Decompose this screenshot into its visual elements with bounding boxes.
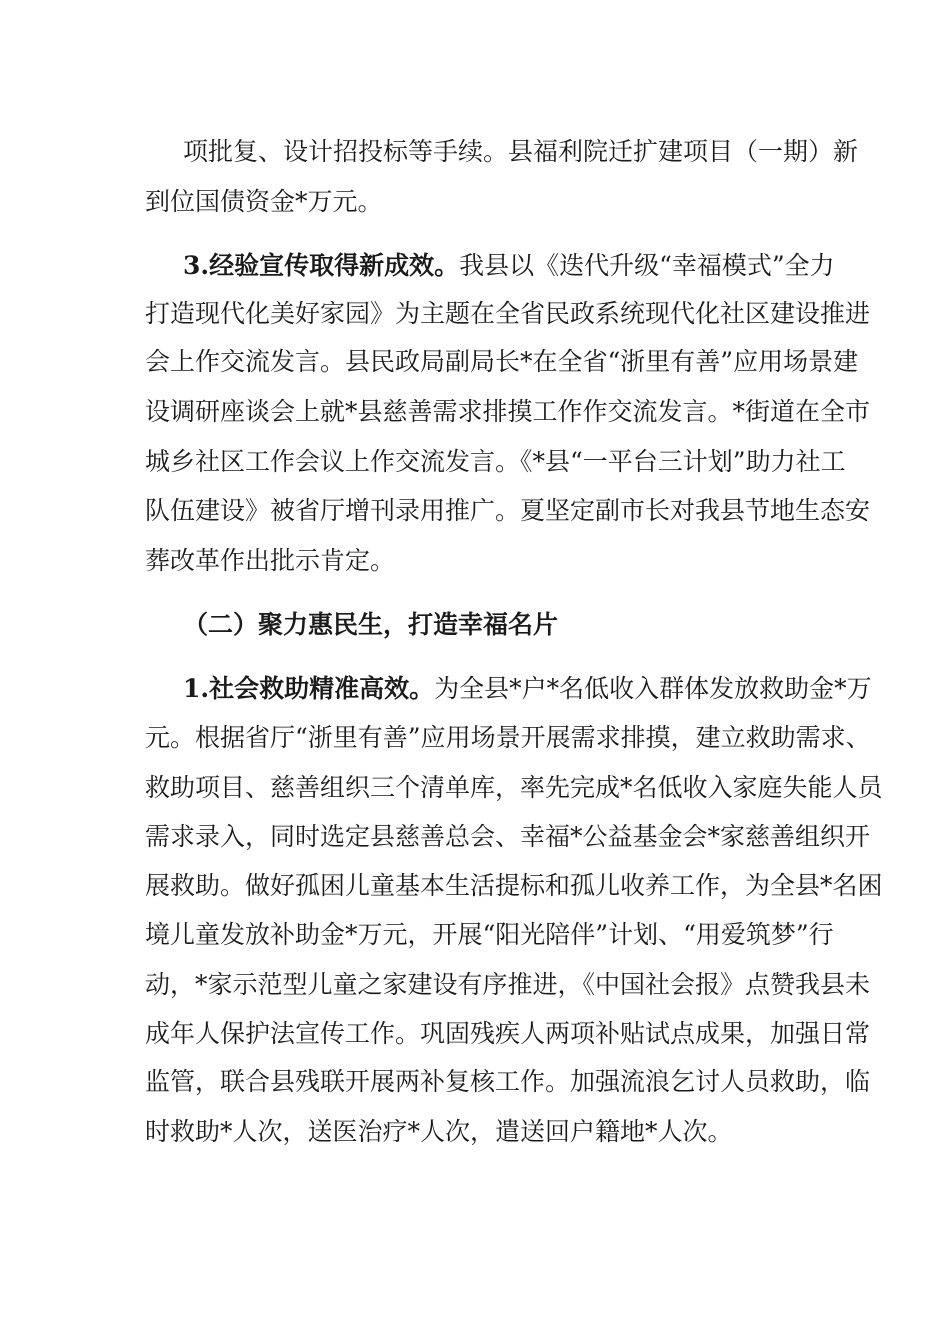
- paragraph-line: 到位国债资金*万元。: [145, 187, 383, 216]
- paragraph-line: 救助项目、慈善组织三个清单库，率先完成*名低收入家庭失能人员: [145, 773, 883, 802]
- paragraph-line: 打造现代化美好家园》为主题在全省民政系统现代化社区建设推进: [145, 299, 871, 328]
- paragraph-line: 队伍建设》被省厅增刊录用推广。夏坚定副市长对我县节地生态安: [145, 496, 871, 525]
- paragraph-line: 城乡社区工作会议上作交流发言。《*县“一平台三计划”助力社工: [145, 447, 846, 476]
- paragraph-heading: 1.社会救助精准高效。: [183, 674, 435, 703]
- section-heading: （二）聚力惠民生，打造幸福名片: [183, 610, 559, 639]
- paragraph-first-line: [183, 667, 872, 711]
- paragraph-text: 为全县*户*名低收入群体发放救助金*万: [434, 674, 872, 703]
- paragraph-line: 境儿童发放补助金*万元，开展“阳光陪伴”计划、“用爱筑梦”行: [145, 920, 834, 949]
- paragraph-line: 监管，联合县残联开展两补复核工作。加强流浪乞讨人员救助，临: [145, 1067, 871, 1096]
- paragraph-line: 葬改革作出批示肯定。: [145, 546, 396, 575]
- paragraph-first-line: [183, 244, 835, 288]
- paragraph-line: 时救助*人次，送医治疗*人次，遣送回户籍地*人次。: [145, 1117, 733, 1146]
- paragraph-line: 展救助。做好孤困儿童基本生活提标和孤儿收养工作，为全县*名困: [145, 871, 883, 900]
- paragraph-heading: 3.经验宣传取得新成效。: [183, 251, 460, 280]
- paragraph-line: 需求录入，同时选定县慈善总会、幸福*公益基金会*家慈善组织开: [145, 822, 871, 851]
- paragraph-line: 动，*家示范型儿童之家建设有序推进，《中国社会报》点赞我县未: [145, 970, 871, 999]
- paragraph-text: 我县以《迭代升级“幸福模式”全力: [459, 251, 835, 280]
- paragraph-line: 会上作交流发言。县民政局副局长*在全省“浙里有善”应用场景建: [145, 347, 859, 376]
- paragraph-line: 元。根据省厅“浙里有善”应用场景开展需求排摸，建立救助需求、: [145, 723, 871, 752]
- paragraph-line: 设调研座谈会上就*县慈善需求排摸工作作交流发言。*街道在全市: [145, 397, 871, 426]
- paragraph-line: 成年人保护法宣传工作。巩固残疾人两项补贴试点成果，加强日常: [145, 1019, 871, 1048]
- paragraph-line: 项批复、设计招投标等手续。县福利院迁扩建项目（一期）新: [183, 137, 859, 166]
